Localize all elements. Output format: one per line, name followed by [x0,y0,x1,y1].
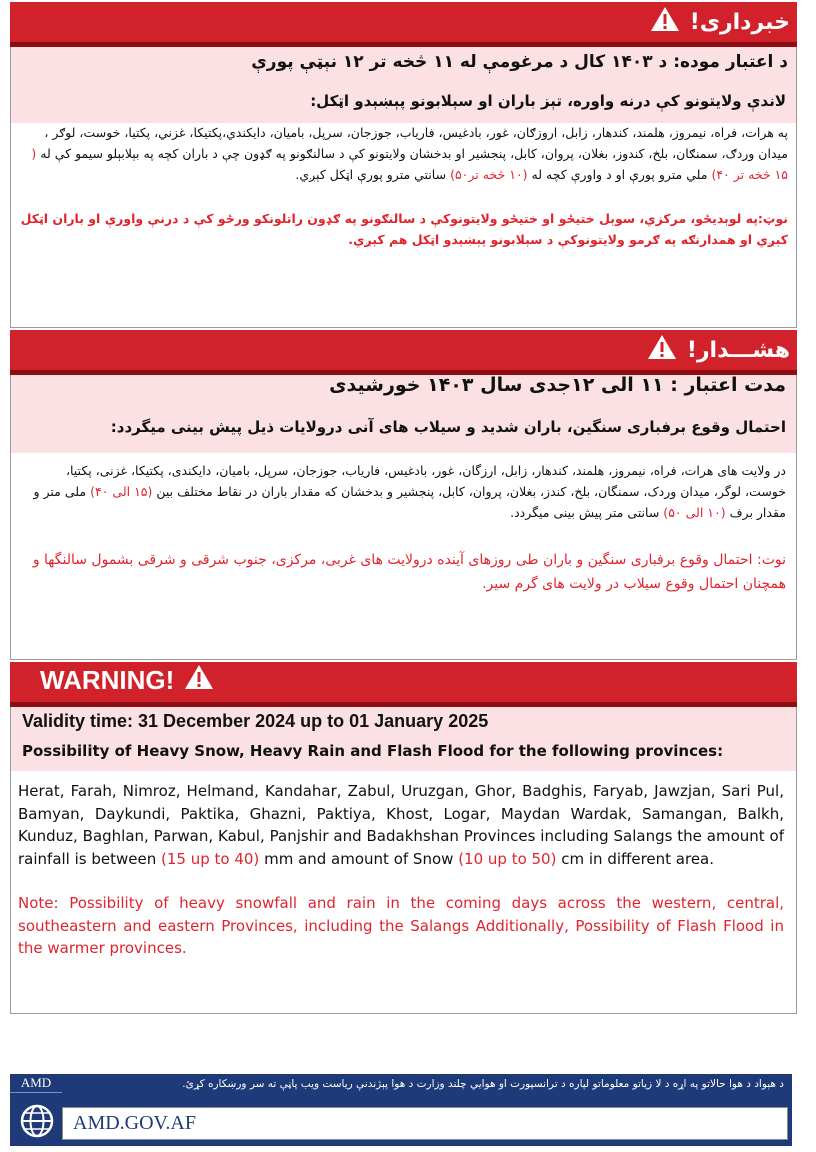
english-subtitle: Possibility of Heavy Snow, Heavy Rain and Flash Flood for the following provinces: [22,742,724,760]
dari-header-text: هشـــدار! [686,337,790,363]
english-header-text: WARNING! [40,665,175,695]
dari-note: نوت: احتمال وقوع برفباری سنگین و باران طی روزهای آینده درولایت های غربی، مرکزی، جنوب شرقی و شرقی بشمول سالنگها و همچنان احتمال وقوع سیلاب در ولایت های گرم سیر. [32,552,786,592]
english-snow-range: (10 up to 50) [458,849,557,868]
dari-rain-range: (۱۵ الی ۴۰) [90,484,153,499]
pashto-body: په هرات، فراه، نيمروز، هلمند، کندهار، زابل، اروزګان، غور، بادغيس، فارياب، جوزجان، سرپل، باميان، دايکندي،پکتيکا، غزني، پکتيا، خوست، لوګر ، ميدان وردګ، سمنګان، بلخ، کندوز، بغلان، پروان، کابل، پنجشير او بدخشان ولايتونو کې د سالنګونو په ګډون چې د باران کچه په بېلابېلو سيمو کې له ( ۱۵ څخه تر ۴۰) ملي مترو پورې او د واورې کچه له (۱۰ څخه تر۵۰) سانتي مترو پورې اټکل کېږي. [31,125,788,182]
english-rain-range: (15 up to 40) [161,849,260,868]
dari-body: در ولایت های هرات، فراه، نیمروز، هلمند، کندهار، زابل، ارزگان، غور، بادغیس، فاریاب، جوزجان، سرپل، بامیان، دایکندی، پکتیکا، غزنی، پکتیا، خوست، لوگر، میدان وردک، سمنگان، بلخ، کندز، بغلان، پروان، کابل، پنجشیر و بدخشان که مقدار باران در نقاط مختلف بین (۱۵ الی ۴۰) ملی متر و مقدار برف (۱۰ الی ۵۰) سانتی متر پیش بینی میگردد. [33,463,786,520]
english-note: Note: Possibility of heavy snowfall and rain in the coming days across the western, central, southeastern and eastern Provinces, including the Salangs Additionally, Possibility of Flash Flood in the warmer provinces. [18,894,784,957]
dari-header [647,334,790,366]
dari-snow-range: (۱۰ الی ۵۰) [663,505,726,520]
globe-icon [20,1104,54,1138]
warning-triangle-icon [184,664,214,697]
warning-triangle-icon [650,6,680,38]
pashto-rain-range: ( ۱۵ څخه تر ۴۰) [31,146,788,182]
website-url-box[interactable] [62,1107,788,1140]
english-validity: Validity time: 31 December 2024 up to 01 January 2025 [22,711,489,731]
pashto-note: نوټ:په لوېديځو، مرکزي، سوېل ختيځو او ختيځو ولايتونوکې د سالنګونو په ګډون راتلونکو ورځو کې د درنې واورې او باران اټکل کېږي او همدارنګه په ګرمو ولايتونوکې د سېلابونو پېښېدو اټکل هم کېږي. [20,211,788,247]
pashto-snow-range: (۱۰ څخه تر۵۰) [450,167,528,182]
dari-subtitle: احتمال وقوع برفباری سنگین، باران شدید و سیلاب های آنی درولایات ذیل پیش بینی میگردد: [110,418,786,436]
footer-description: د هېواد د هوا حالاتو په اړه د لا زياتو معلوماتو لپاره د ترانسپورت او هوايي چلند وزارت د هوا پېژندنې رياست ويب پاڼې ته سر ورښکاره کړئ. [182,1078,784,1090]
footer-banner [10,1074,792,1146]
pashto-subtitle: لاندې ولايتونو کې درنه واوره، تېز باران او سېلابونو پېښېدو اټکل: [310,92,786,110]
pashto-header-text: خبرداری! [689,9,790,35]
pashto-validity: د اعتبار موده: د ۱۴۰۳ کال د مرغومې له ۱۱ څخه تر ۱۲ نېټې پورې [251,52,788,72]
dari-validity: مدت اعتبار : ۱۱ الی ۱۲جدی سال ۱۴۰۳ خورشیدی [329,374,786,396]
website-url[interactable]: AMD.GOV.AF [73,1112,196,1134]
amd-label: AMD [10,1074,62,1093]
english-body: Herat, Farah, Nimroz, Helmand, Kandahar, Zabul, Uruzgan, Ghor, Badghis, Faryab, Jawzjan, Sari Pul, Bamyan, Daykundi, Paktika, Ghazni, Paktiya, Khost, Logar, Maydan Wardak, Samangan, Balkh, Kunduz, Baghlan, Parwan, Kabul, Panjshir and Badakhshan Provinces including Salangs the amount of rainfall is between (15 up to 40) mm and amount of Snow (10 up to 50) cm in different area. [18,782,784,868]
english-header [40,664,214,697]
warning-triangle-icon [647,334,677,366]
pashto-header [650,6,790,38]
